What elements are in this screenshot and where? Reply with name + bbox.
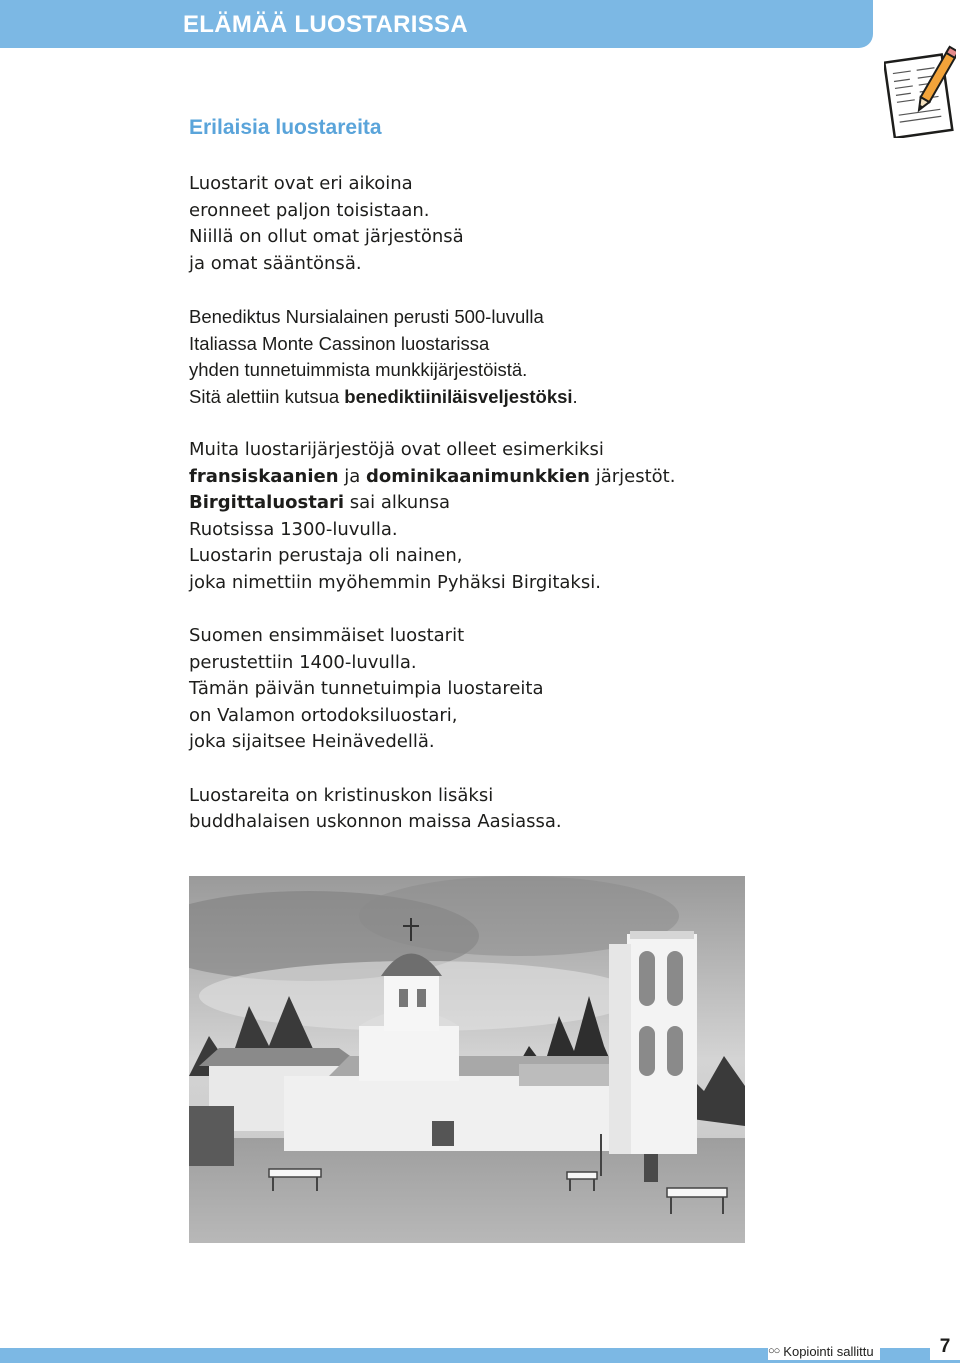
text-line: Benediktus Nursialainen perusti 500-luvulla (189, 305, 544, 327)
paragraph-4 (189, 623, 809, 756)
paragraph-1 (189, 171, 809, 277)
text-line: joka sijaitsee Heinävedellä. (189, 731, 435, 753)
text-line: Suomen ensimmäiset luostarit (189, 625, 465, 647)
bold-term: benediktiiniläisveljestöksi (344, 385, 573, 407)
monastery-photo (189, 876, 745, 1243)
body-text (189, 171, 809, 862)
text-line: Niillä on ollut omat järjestönsä (189, 226, 464, 248)
text-line: Luostarit ovat eri aikoina (189, 173, 413, 194)
page-number: 7 (930, 1336, 960, 1360)
monastery-illustration (189, 876, 745, 1243)
text-line: Ruotsissa 1300-luvulla. (189, 518, 398, 540)
text-line: Luostareita on kristinuskon lisäksi (189, 784, 494, 806)
text-line: eronneet paljon toisistaan. (189, 199, 430, 221)
copy-circles-icon: ○○ (768, 1345, 780, 1357)
paragraph-5 (189, 783, 809, 836)
text-line: yhden tunnetuimmista munkkijärjestöistä. (189, 359, 528, 381)
section-title: Erilaisia luostareita (189, 116, 382, 139)
text-line: Italiassa Monte Cassinon luostarissa (189, 332, 490, 354)
copy-note-label: Kopiointi sallittu (783, 1343, 874, 1359)
text-line: ja omat sääntönsä. (189, 252, 362, 274)
text-line: on Valamon ortodoksiluostari, (189, 704, 458, 726)
text-line: joka nimettiin myöhemmin Pyhäksi Birgitaksi. (189, 571, 601, 593)
bold-term: Birgittaluostari (189, 492, 345, 514)
text-line: Luostarin perustaja oli nainen, (189, 545, 463, 567)
text-line: Sitä alettiin kutsua benediktiiniläisveljestöksi. (189, 385, 578, 407)
paragraph-2 (189, 304, 809, 410)
text-line: Birgittaluostari sai alkunsa (189, 492, 451, 514)
paragraph-3 (189, 437, 809, 597)
notepad-pencil-icon (884, 44, 956, 138)
text-line: Muita luostarijärjestöjä ovat olleet esimerkiksi (189, 438, 604, 460)
text-line: buddhalaisen uskonnon maissa Aasiassa. (189, 811, 562, 833)
chapter-title: ELÄMÄÄ LUOSTARISSA (183, 11, 468, 38)
bold-term: fransiskaanien (189, 465, 339, 487)
header-bar (0, 0, 873, 48)
bold-term: dominikaanimunkkien (366, 465, 590, 487)
copy-permission-note (768, 1340, 880, 1360)
text-line: fransiskaanien ja dominikaanimunkkien järjestöt. (189, 465, 676, 487)
text-line: Tämän päivän tunnetuimpia luostareita (189, 678, 544, 700)
text-line: perustettiin 1400-luvulla. (189, 651, 417, 673)
